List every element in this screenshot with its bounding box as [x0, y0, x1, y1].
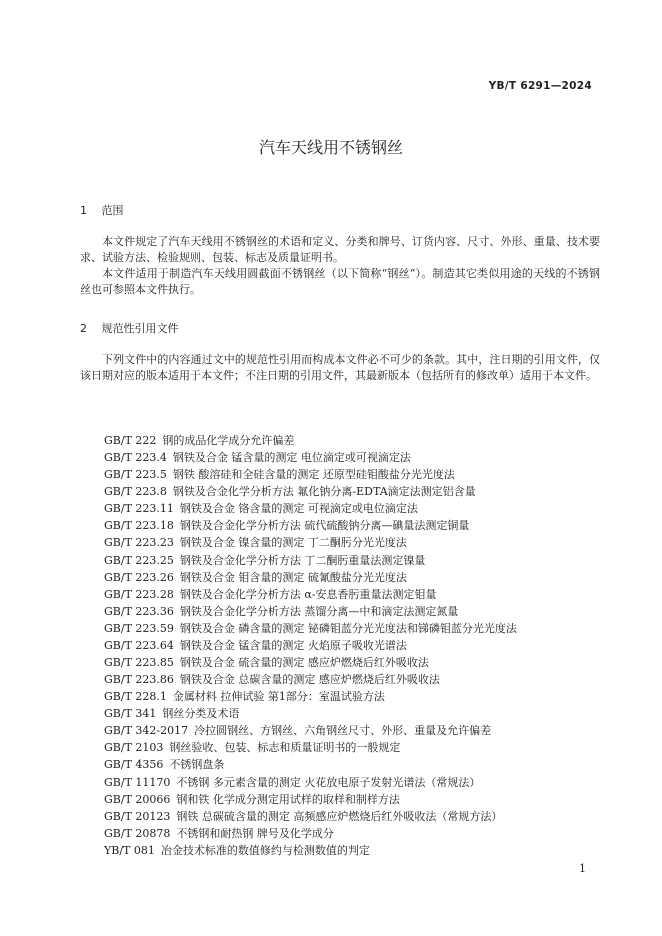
- reference-title: 金属材料 拉伸试验 第1部分：室温试验方法: [172, 690, 385, 704]
- reference-item: [104, 500, 517, 517]
- reference-title: 钢的成品化学成分允许偏差: [162, 434, 295, 447]
- reference-item: [104, 517, 517, 534]
- reference-code: GB/T 20878: [104, 826, 171, 840]
- reference-title: 钢铁及合金 镍含量的测定 丁二酮肟分光光度法: [179, 536, 407, 550]
- reference-item: [104, 620, 517, 637]
- reference-item: [104, 483, 517, 500]
- section-number: 1: [80, 204, 87, 217]
- reference-item: [104, 603, 517, 620]
- reference-item: [104, 808, 517, 825]
- reference-item: [104, 739, 517, 756]
- reference-code: GB/T 2103: [104, 741, 164, 755]
- reference-title: 钢铁及合金化学分析方法 硫代硫酸钠分离—碘量法测定铜量: [179, 519, 470, 533]
- reference-code: GB/T 223.4: [104, 451, 167, 465]
- reference-item: [104, 705, 517, 722]
- reference-title: 冶金技术标准的数值修约与检测数值的判定: [160, 843, 370, 857]
- reference-code: GB/T 223.28: [104, 587, 174, 601]
- reference-item: [104, 825, 517, 842]
- reference-title: 钢铁及合金 总碳含量的测定 感应炉燃烧后红外吸收法: [179, 673, 440, 687]
- reference-code: GB/T 341: [104, 707, 157, 721]
- reference-title: 不锈钢 多元素含量的测定 火花放电原子发射光谱法（常规法）: [176, 775, 481, 789]
- section-number: 2: [80, 322, 87, 335]
- page-number: 1: [579, 862, 586, 875]
- reference-code: GB/T 223.86: [104, 673, 174, 687]
- reference-title: 不锈钢盘条: [169, 758, 225, 772]
- reference-code: GB/T 223.26: [104, 570, 174, 584]
- reference-item: [104, 586, 517, 603]
- reference-title: 钢铁 总碳硫含量的测定 高频感应炉燃烧后红外吸收法（常规方法）: [176, 809, 503, 823]
- reference-title: 钢和铁 化学成分测定用试样的取样和制样方法: [176, 792, 400, 806]
- reference-code: GB/T 223.11: [104, 502, 174, 516]
- reference-item: [104, 552, 517, 569]
- reference-code: GB/T 223.59: [104, 621, 174, 635]
- reference-code: GB/T 20123: [104, 809, 171, 823]
- reference-item: [104, 756, 517, 773]
- reference-code: GB/T 20066: [104, 792, 171, 806]
- scope-paragraph-2: 本文件适用于制造汽车天线用圆截面不锈钢丝（以下简称“钢丝”）。制造其它类似用途的天线的不锈钢丝也可参照本文件执行。: [80, 267, 600, 296]
- reference-title: 不锈钢和耐热钢 牌号及化学成分: [176, 826, 334, 840]
- section-title: 规范性引用文件: [101, 322, 179, 335]
- reference-title: 钢丝验收、包装、标志和质量证明书的一般规定: [169, 741, 401, 755]
- reference-code: GB/T 228.1: [104, 690, 167, 704]
- reference-code: GB/T 223.36: [104, 604, 174, 618]
- reference-item: [104, 774, 517, 791]
- reference-code: GB/T 223.5: [104, 468, 167, 482]
- document-title: 汽车天线用不锈钢丝: [258, 138, 403, 157]
- reference-title: 钢铁及合金化学分析方法 丁二酮肟重量法测定镍量: [179, 553, 426, 567]
- reference-title: 钢铁及合金化学分析方法 α-安息香肟重量法测定钼量: [179, 587, 437, 601]
- reference-title: 冷拉圆钢丝、方钢丝、六角钢丝尺寸、外形、重量及允许偏差: [194, 724, 492, 738]
- reference-item: [104, 466, 517, 483]
- reference-item: [104, 569, 517, 586]
- reference-item: [104, 637, 517, 654]
- reference-title: 钢铁及合金 硫含量的测定 感应炉燃烧后红外吸收法: [179, 656, 429, 670]
- reference-title: 钢铁及合金化学分析方法 氟化钠分离-EDTA滴定法测定铝含量: [172, 485, 476, 499]
- section-1-heading: [80, 202, 124, 218]
- reference-item: [104, 449, 517, 466]
- section-2-heading: [80, 320, 179, 336]
- section-title: 范围: [101, 204, 124, 217]
- reference-item: [104, 722, 517, 739]
- reference-title: 钢铁 酸溶硅和全硅含量的测定 还原型硅钼酸盐分光光度法: [172, 468, 455, 482]
- reference-title: 钢铁及合金 锰含量的测定 电位滴定或可视滴定法: [172, 451, 411, 465]
- reference-title: 钢铁及合金 磷含量的测定 铋磷钼蓝分光光度法和锑磷钼蓝分光光度法: [179, 621, 517, 635]
- reference-code: GB/T 223.18: [104, 519, 174, 533]
- references-intro: 下列文件中的内容通过文中的规范性引用而构成本文件必不可少的条款。其中，注日期的引用文件，仅该日期对应的版本适用于本文件；不注日期的引用文件，其最新版本（包括所有的修改单）适用于本文件。: [80, 353, 600, 382]
- reference-item: [104, 688, 517, 705]
- reference-item: [104, 534, 517, 551]
- reference-title: 钢铁及合金化学分析方法 蒸馏分离—中和滴定法测定氮量: [179, 604, 459, 618]
- scope-paragraph-1: 本文件规定了汽车天线用不锈钢丝的术语和定义、分类和牌号、订货内容、尺寸、外形、重量、技术要求、试验方法、检验规则、包装、标志及质量证明书。: [80, 235, 600, 264]
- reference-list: [104, 432, 517, 859]
- reference-title: 钢铁及合金 钼含量的测定 硫氰酸盐分光光度法: [179, 570, 407, 584]
- reference-code: GB/T 223.25: [104, 553, 174, 567]
- reference-code: GB/T 223.23: [104, 536, 174, 550]
- reference-code: YB/T 081: [104, 843, 155, 857]
- reference-title: 钢丝分类及术语: [162, 707, 240, 721]
- standard-number: YB/T 6291—2024: [488, 80, 592, 92]
- reference-item: [104, 671, 517, 688]
- reference-code: GB/T 4356: [104, 758, 164, 772]
- reference-code: GB/T 223.85: [104, 656, 174, 670]
- reference-item: [104, 791, 517, 808]
- reference-code: GB/T 11170: [104, 775, 171, 789]
- reference-code: GB/T 222: [104, 434, 157, 447]
- reference-title: 钢铁及合金 铬含量的测定 可视滴定或电位滴定法: [179, 502, 418, 516]
- reference-code: GB/T 223.64: [104, 638, 174, 652]
- reference-code: GB/T 223.8: [104, 485, 167, 499]
- reference-title: 钢铁及合金 锰含量的测定 火焰原子吸收光谱法: [179, 638, 407, 652]
- reference-item: [104, 654, 517, 671]
- reference-item: [104, 842, 517, 859]
- reference-code: GB/T 342-2017: [104, 724, 189, 738]
- reference-item: [104, 432, 517, 449]
